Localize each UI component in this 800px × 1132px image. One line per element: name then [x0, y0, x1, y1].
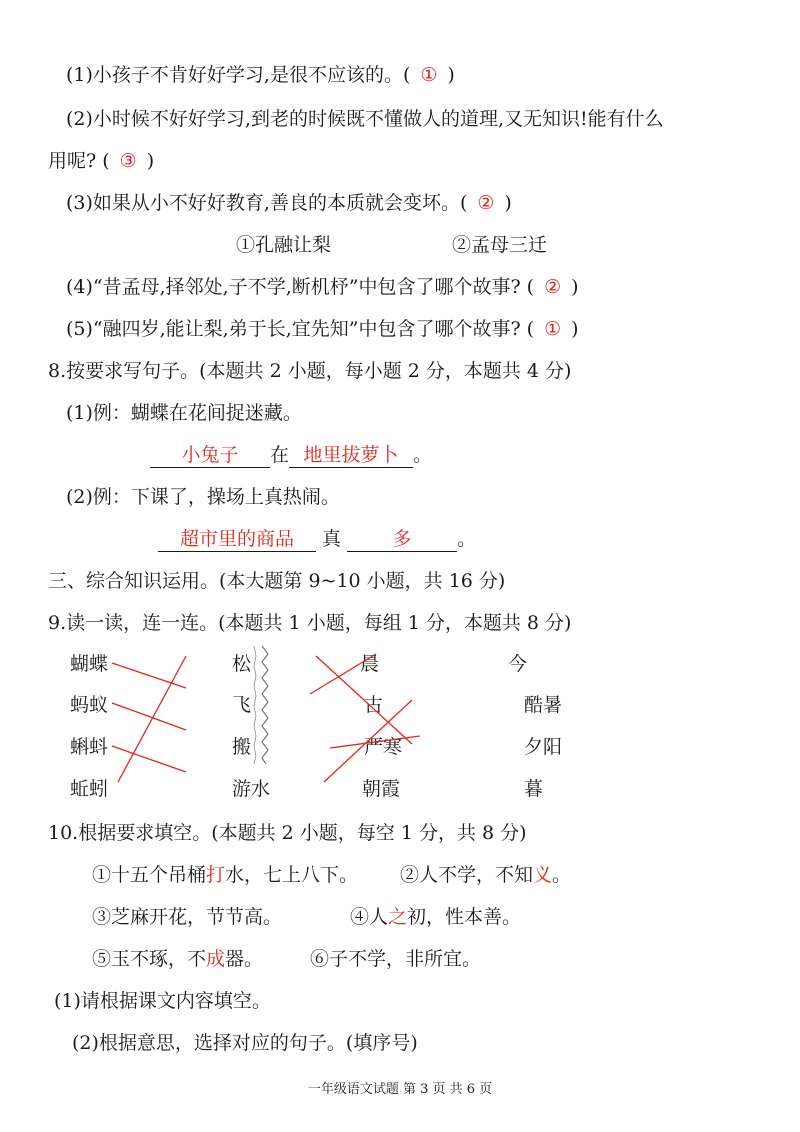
q10-sub-2: (2)根据意思，选择对应的句子。(填序号) [72, 1032, 418, 1054]
q9-col1-item: 蚯蚓 [70, 778, 109, 800]
connect-line [316, 656, 412, 744]
q10-5-answer: 成 [206, 948, 226, 970]
q9-col4-item: 今 [508, 653, 528, 675]
connect-line [118, 656, 186, 782]
q9-col2-item: 松 [232, 653, 252, 675]
q7-option-1: ①孔融让梨 [236, 234, 332, 256]
q10-5-text-b: 器。 [225, 948, 264, 970]
q10-sub-1: (1)请根据课文内容填空。 [54, 990, 271, 1012]
q10-1-text-a: ①十五个吊桶 [92, 864, 207, 886]
q8-example-2: (2)例：下课了，操场上真热闹。 [66, 486, 340, 508]
q8-answer-1-end: 。 [413, 444, 433, 466]
q9-col2-item: 游水 [232, 778, 271, 800]
q10-6-text: ⑥子不学，非所宜。 [310, 948, 482, 970]
q10-2-answer: 义 [533, 864, 553, 886]
q9-col1-item: 蚂蚁 [70, 694, 109, 716]
q8-answer-1-blank-2: 地里拔萝卜 [289, 443, 413, 468]
q10-3-text: ③芝麻开花，节节高。 [92, 906, 283, 928]
q8-title: 8.按要求写句子。(本题共 2 小题，每小题 2 分，本题共 4 分) [48, 360, 572, 382]
connect-line [112, 746, 186, 772]
q8-answer-2-mid: 真 [322, 528, 342, 550]
q9-col3-item: 古 [364, 694, 384, 716]
q7-item-4-close: ) [571, 276, 579, 298]
q9-col3-item: 晨 [360, 653, 380, 675]
q7-item-5-text: (5)“融四岁,能让梨,弟于长,宜先知”中包含了哪个故事? ( [66, 318, 535, 340]
connect-line [112, 703, 186, 730]
q10-4-text-b: 初，性本善。 [407, 906, 522, 928]
q7-item-3-close: ) [504, 192, 512, 214]
connect-line [330, 736, 420, 748]
q8-answer-2-end: 。 [457, 528, 477, 550]
q8-answer-1-mid: 在 [270, 444, 290, 466]
q10-1-text-b: 水，七上八下。 [225, 864, 359, 886]
q9-col1-item: 蝌蚪 [70, 736, 109, 758]
q7-item-2-text2: 用呢? ( [48, 150, 110, 172]
q7-item-2-close: ) [146, 150, 155, 172]
q10-row-3b [310, 946, 481, 972]
q7-item-4-text: (4)“昔孟母,择邻处,子不学,断机杼”中包含了哪个故事? ( [66, 276, 535, 298]
q10-2-text-a: ②人不学，不知 [400, 864, 534, 886]
q7-item-2-answer: ③ [119, 150, 137, 172]
q9-title: 9.读一读，连一连。(本题共 1 小题，每组 1 分，本题共 8 分) [48, 612, 572, 634]
q8-example-1: (1)例：蝴蝶在花间捉迷藏。 [66, 402, 302, 424]
q10-title: 10.根据要求填空。(本题共 2 小题，每空 1 分，共 8 分) [48, 822, 527, 844]
q10-row-2a [92, 904, 282, 930]
q7-item-3-text: (3)如果从小不好好教育,善良的本质就会变坏。( [66, 192, 468, 214]
q7-item-2-text: (2)小时候不好好学习,到老的时候既不懂做人的道理,又无知识!能有什么 [66, 108, 664, 130]
q10-5-text-a: ⑤玉不琢，不 [92, 948, 207, 970]
q8-answer-2-blank-2: 多 [347, 527, 457, 552]
section-3-title: 三、综合知识运用。(本大题第 9~10 小题，共 16 分) [48, 570, 506, 592]
q10-row-1a [92, 862, 358, 888]
q7-item-5-close: ) [571, 318, 579, 340]
q9-col4-item: 夕阳 [524, 736, 563, 758]
q10-row-3a [92, 946, 263, 972]
page-footer: 一年级语文试题 第 3 页 共 6 页 [307, 1082, 493, 1097]
q10-4-answer: 之 [388, 906, 408, 928]
q10-2-text-b: 。 [552, 864, 572, 886]
q10-row-1b [400, 862, 571, 888]
q10-row-2b [350, 904, 521, 930]
q8-answer-1-blank-1: 小兔子 [150, 443, 270, 468]
q10-1-answer: 打 [206, 864, 226, 886]
connect-line [324, 700, 412, 782]
q9-col4-item: 暮 [524, 778, 544, 800]
q9-col2-item: 搬 [232, 736, 252, 758]
q10-4-text-a: ④人 [350, 906, 389, 928]
q7-item-4-answer: ② [544, 276, 562, 298]
q9-col3-item: 严寒 [364, 736, 403, 758]
q9-col1-item: 蝴蝶 [70, 653, 109, 675]
q7-item-5-answer: ① [544, 318, 562, 340]
q7-item-1-close: ) [447, 64, 455, 86]
q7-item-1-answer: ① [420, 64, 438, 86]
q7-item-3-answer: ② [477, 192, 495, 214]
q7-option-2: ②孟母三迁 [452, 234, 548, 256]
q9-col4-item: 酷暑 [524, 694, 563, 716]
q9-col3-item: 朝霞 [362, 778, 401, 800]
q8-answer-2-blank-1: 超市里的商品 [158, 527, 316, 552]
q9-col2-item: 飞 [232, 694, 252, 716]
q7-item-1-text: (1)小孩子不肯好好学习,是很不应该的。( [66, 64, 411, 86]
